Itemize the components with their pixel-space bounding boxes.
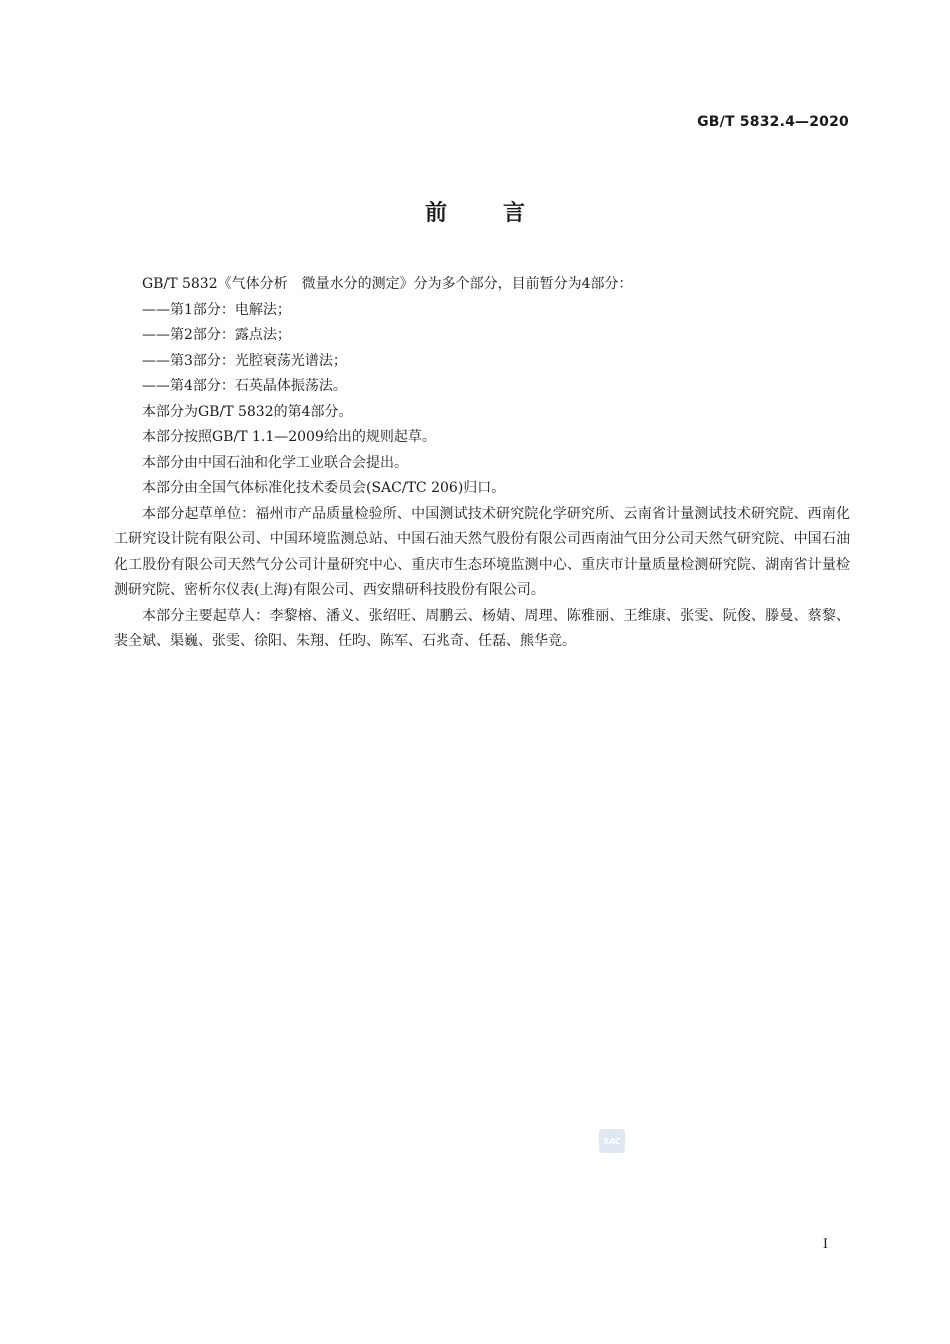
paragraph-intro: GB/T 5832《气体分析 微量水分的测定》分为多个部分，目前暂分为4部分： [142,276,633,292]
sac-logo-icon [601,1135,623,1147]
paragraph-this-part: 本部分为GB/T 5832的第4部分。 [142,403,353,420]
paragraph-proposed-by: 本部分由中国石油和化学工业联合会提出。 [142,454,408,471]
paragraph-managed-by: 本部分由全国气体标准化技术委员会(SAC/TC 206)归口。 [142,480,506,496]
standard-code: GB/T 5832.4—2020 [697,114,849,130]
paragraph-drafting-units: 本部分起草单位：福州市产品质量检验所、中国测试技术研究院化学研究所、云南省计量测试技术研究院、西南化工研究设计院有限公司、中国环境监测总站、中国石油天然气股份有限公司西南油气田分公司天然气研究院、中国石油化工股份有限公司天然气分公司计量研究中心、重庆市生态环境监测中心、重庆市计量质量检测研究院、湖南省计量检测研究院、密析尔仪表(上海)有限公司、西安鼎研科技股份有限公司。 [114,505,850,598]
page-number: I [822,1237,828,1252]
list-item-part-2: ——第2部分：露点法； [142,327,291,343]
paragraph-main-drafters: 本部分主要起草人：李黎榕、潘义、张绍旺、周鹏云、杨婧、周理、陈雅丽、王维康、张雯、阮俊、滕曼、蔡黎、裴全斌、渠巍、张雯、徐阳、朱翔、任昀、陈军、石兆奇、任磊、熊华竞。 [114,607,850,649]
list-item-part-3: ——第3部分：光腔衰荡光谱法； [142,352,347,369]
paragraph-drafting-rules: 本部分按照GB/T 1.1—2009给出的规则起草。 [142,429,436,445]
sac-logo-watermark [599,1129,625,1153]
page-title: 前言 [424,201,581,226]
list-item-part-4: ——第4部分：石英晶体振荡法。 [142,378,347,394]
svg-text:SAC: SAC [603,1137,621,1146]
foreword-body [114,272,850,655]
list-item-part-1: ——第1部分：电解法； [142,301,291,318]
